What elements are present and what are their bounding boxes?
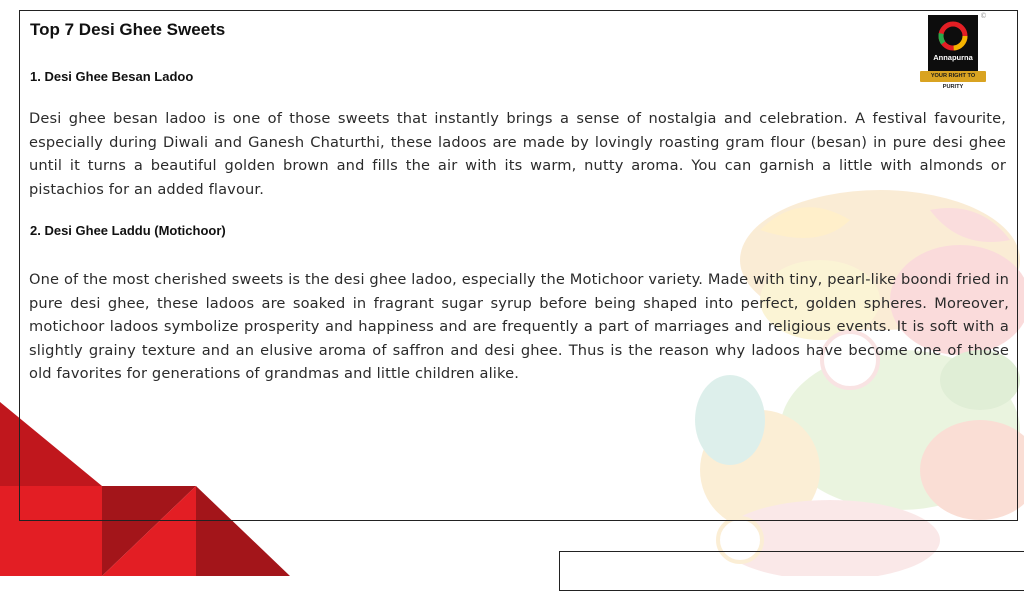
- logo-brand-name: Annapurna: [933, 53, 973, 62]
- copyright-mark: ©: [980, 12, 987, 20]
- logo-tagline: YOUR RIGHT TO PURITY: [920, 71, 986, 82]
- logo-background: [928, 15, 978, 73]
- section-body-1: Desi ghee besan ladoo is one of those sweets that instantly brings a sense of nostalgia and celebration. A festival favourite, especially during Diwali and Ganesh Chaturthi, these ladoos are made by lovingly roasting gram flour (besan) in pure desi ghee until it turns a beautiful golden brown and fills the air with its warm, nutty aroma. You can garnish a little with almonds or pistachios for an added flavour.: [29, 110, 1006, 198]
- section-heading-2: 2. Desi Ghee Laddu (Motichoor): [30, 223, 226, 238]
- page-title: Top 7 Desi Ghee Sweets: [30, 20, 226, 39]
- brand-logo: [920, 13, 986, 90]
- content-frame: [19, 10, 1018, 521]
- section-body-2: One of the most cherished sweets is the desi ghee ladoo, especially the Motichoor variety. Made with tiny, pearl-like boondi fried in pure desi ghee, these ladoos are soaked in fragrant sugar syrup before being shaped into perfect, golden spheres. Moreover, motichoor ladoos symbolize prosperity and happiness and are frequently a part of marriages and religious events. It is soft with a slightly grainy texture and an elusive aroma of saffron and desi ghee. Thus is the reason why ladoos have become one of those old favorites for generations of grandmas and little children alike.: [29, 271, 1010, 382]
- footer-frame: [559, 551, 1024, 591]
- section-heading-1: 1. Desi Ghee Besan Ladoo: [30, 69, 194, 84]
- logo-emblem-icon: [928, 15, 978, 55]
